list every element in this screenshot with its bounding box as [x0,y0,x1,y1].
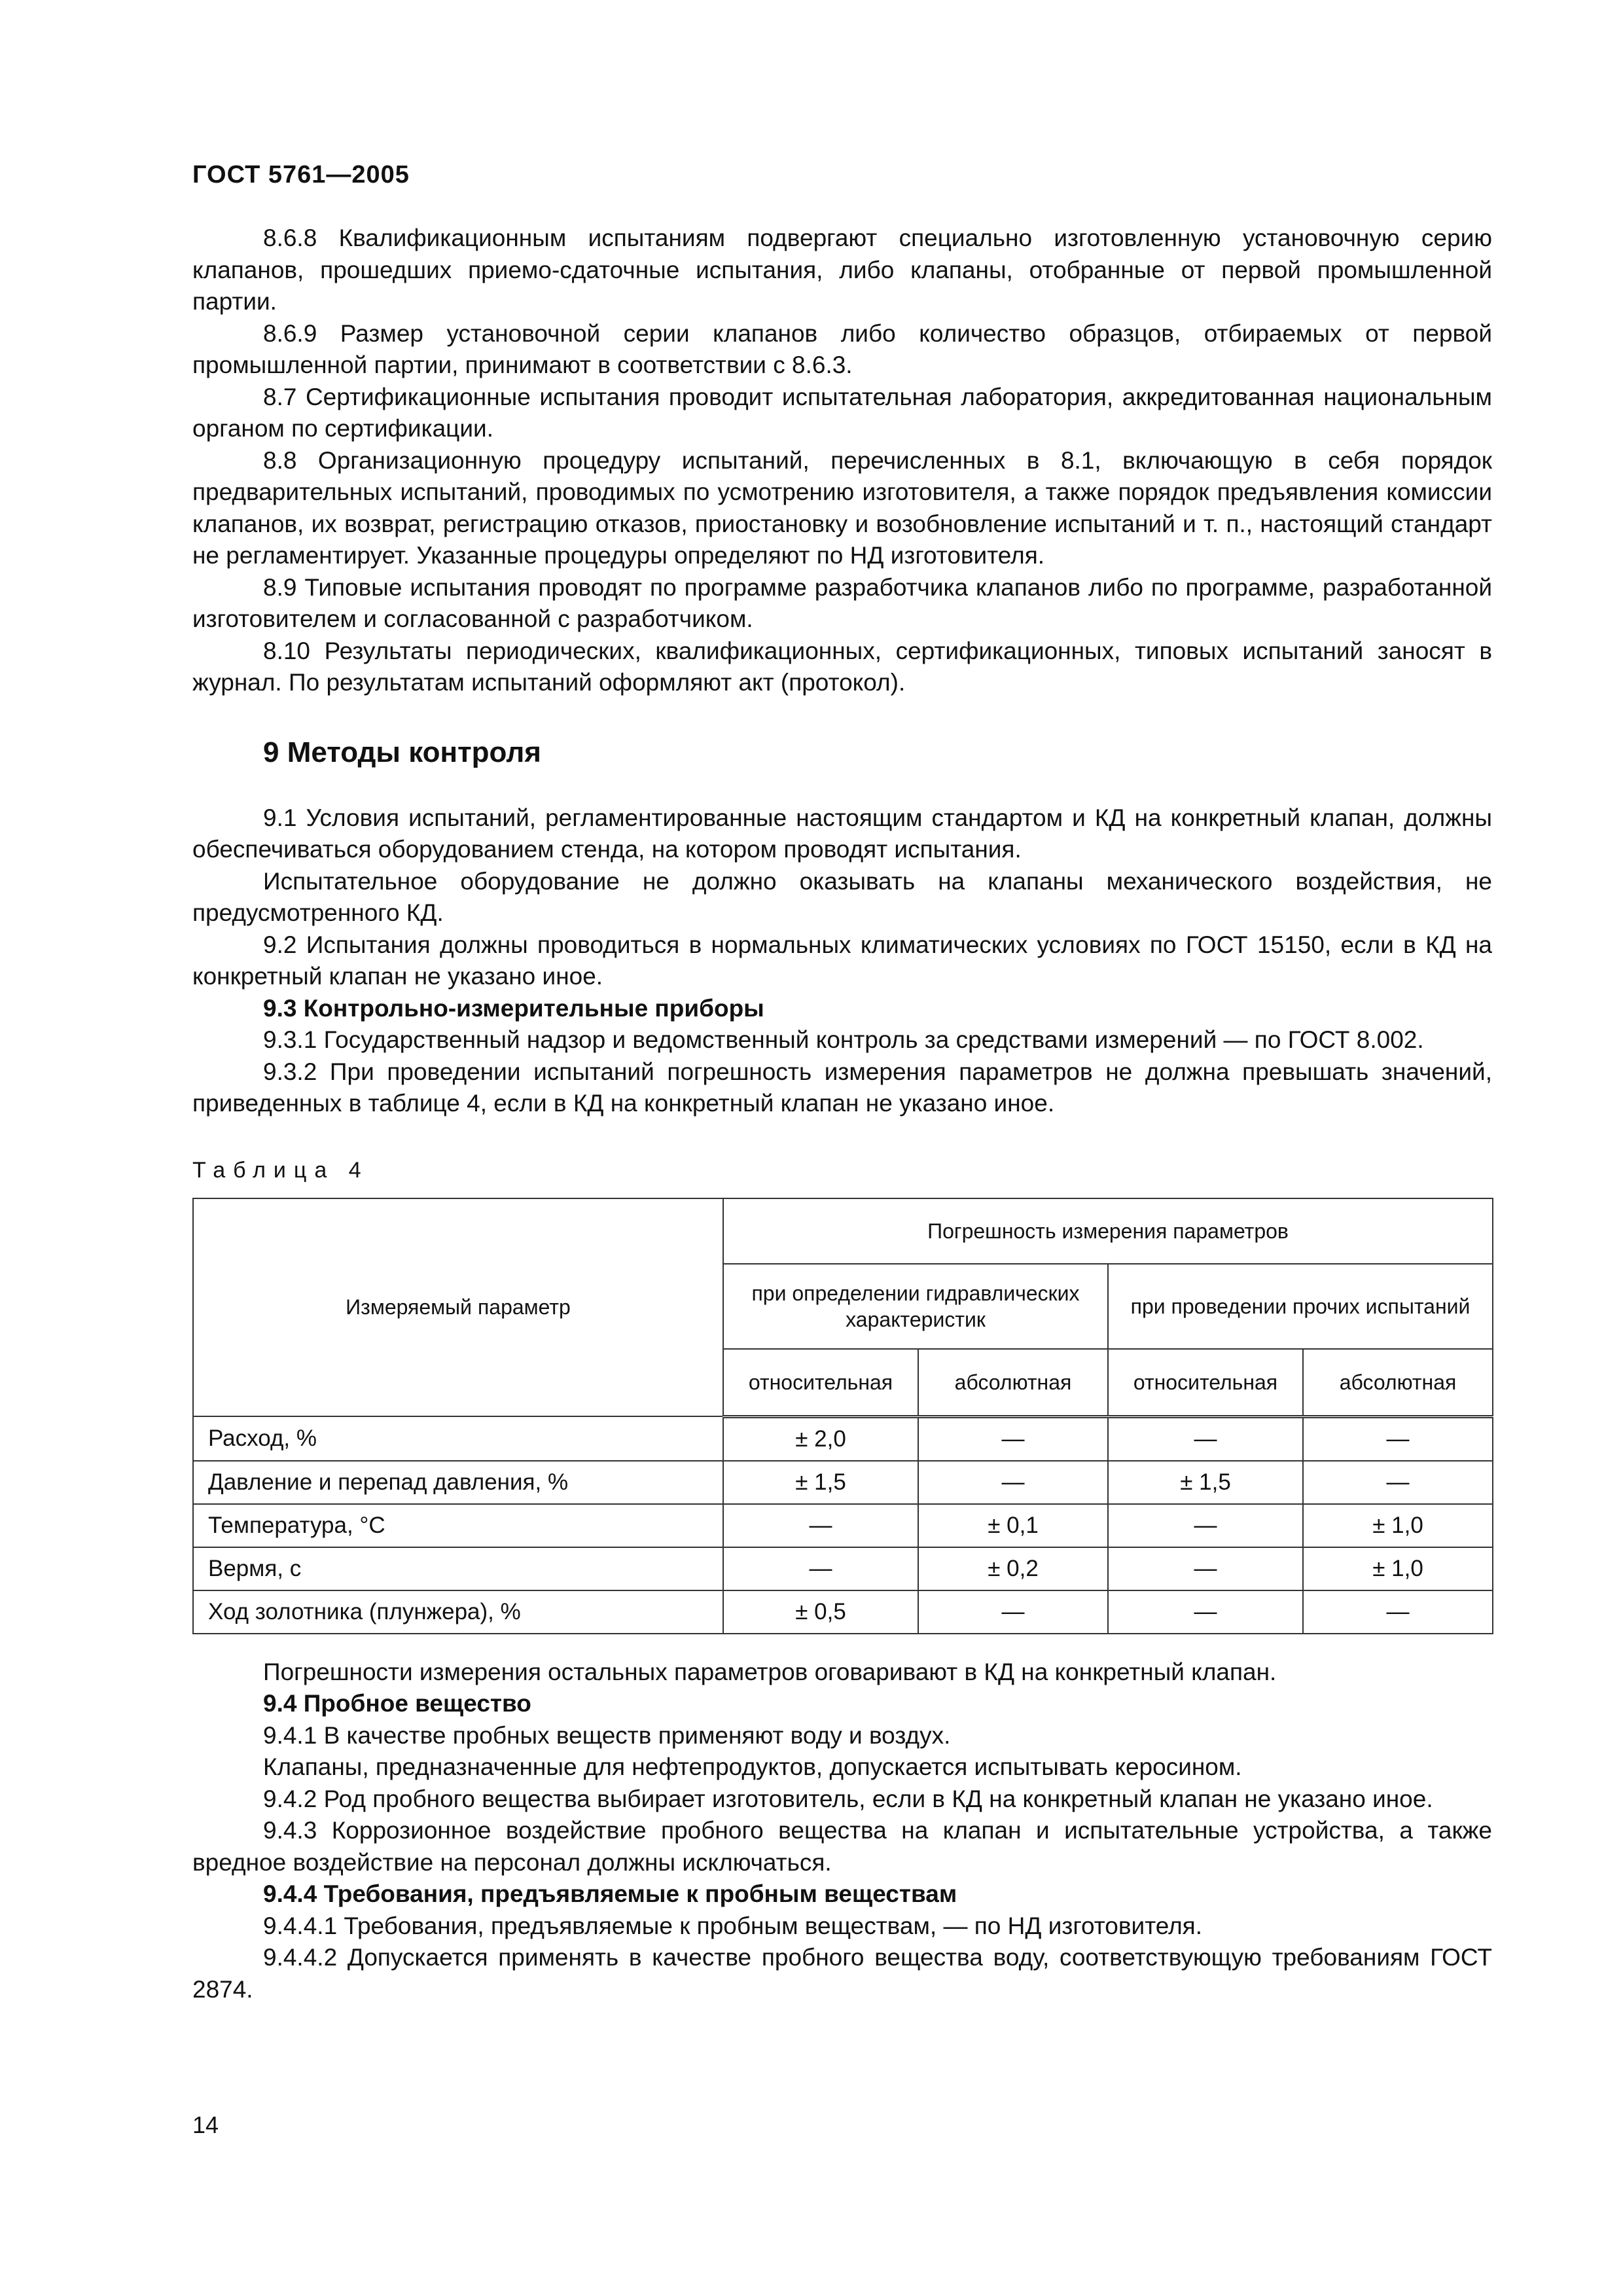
value-cell: ± 1,0 [1303,1547,1493,1590]
value-cell: ± 0,1 [918,1504,1108,1547]
paragraph-8-7: 8.7 Сертификационные испытания проводит испытательная лаборатория, аккредитованная национальным органом по сертификации. [192,383,1492,442]
paragraph-9-4-3: 9.4.3 Коррозионное воздействие пробного вещества на клапан и испытательные устройства, а также вредное воздействие на персонал должны исключаться. [192,1817,1492,1876]
table-4 [192,1198,1493,1634]
param-cell: Ход золотника (плунжера), % [193,1590,723,1634]
paragraph-9-4-2: 9.4.2 Род пробного вещества выбирает изготовитель, если в КД на конкретный клапан не указано иное. [263,1785,1433,1812]
param-cell: Вермя, с [193,1547,723,1590]
value-cell: — [723,1504,918,1547]
subheading-9-4-4: 9.4.4 Требования, предъявляемые к пробным веществам [263,1880,957,1907]
header-absolute: абсолютная [918,1349,1108,1417]
value-cell: — [1303,1590,1493,1634]
value-cell: — [918,1461,1108,1504]
paragraph-other-errors: Погрешности измерения остальных параметров оговаривают в КД на конкретный клапан. [263,1658,1277,1685]
value-cell: — [1108,1504,1303,1547]
header-relative: относительная [1108,1349,1303,1417]
value-cell: — [1108,1416,1303,1461]
value-cell: — [723,1547,918,1590]
paragraph-9-4-1-cont: Клапаны, предназначенные для нефтепродуктов, допускается испытывать керосином. [263,1753,1242,1780]
header-measurement-error: Погрешность измерения параметров [723,1198,1493,1264]
subheading-9-3: 9.3 Контрольно-измерительные приборы [263,994,764,1022]
header-relative: относительная [723,1349,918,1417]
paragraph-8-10: 8.10 Результаты периодических, квалификационных, сертификационных, типовых испытаний заносят в журнал. По результатам испытаний оформляют акт (протокол). [192,637,1492,696]
paragraph-9-1: 9.1 Условия испытаний, регламентированные настоящим стандартом и КД на конкретный клапан, должны обеспечиваться оборудованием стенда, на котором проводят испытания. [192,804,1492,863]
paragraph-8-6-9: 8.6.9 Размер установочной серии клапанов либо количество образцов, отбираемых от первой промышленной партии, принимают в соответствии с 8.6.3. [192,319,1492,378]
paragraph-9-4-4-2: 9.4.4.2 Допускается применять в качестве пробного вещества воду, соответствующую требованиям ГОСТ 2874. [192,1944,1492,2003]
value-cell: ± 1,5 [723,1461,918,1504]
paragraph-9-1-cont: Испытательное оборудование не должно оказывать на клапаны механического воздействия, не предусмотренного КД. [192,867,1492,926]
table-row [193,1416,1493,1461]
paragraph-9-3-2: 9.3.2 При проведении испытаний погрешность измерения параметров не должна превышать значений, приведенных в таблице 4, если в КД на конкретный клапан не указано иное. [192,1058,1492,1117]
section-heading-9: 9 Методы контроля [263,736,541,768]
value-cell: ± 1,0 [1303,1504,1493,1547]
document-code: ГОСТ 5761—2005 [192,161,410,188]
value-cell: ± 0,5 [723,1590,918,1634]
value-cell: — [1108,1547,1303,1590]
value-cell: — [1303,1461,1493,1504]
subheading-9-4: 9.4 Пробное вещество [263,1690,531,1717]
value-cell: ± 2,0 [723,1416,918,1461]
paragraph-9-4-4-1: 9.4.4.1 Требования, предъявляемые к пробным веществам, — по НД изготовителя. [263,1912,1202,1939]
header-other-tests: при проведении прочих испытаний [1108,1264,1493,1349]
value-cell: — [918,1416,1108,1461]
param-cell: Расход, % [193,1416,723,1461]
table-caption: Таблица 4 [192,1157,369,1183]
value-cell: — [918,1590,1108,1634]
paragraph-9-4-1: 9.4.1 В качестве пробных веществ применяют воду и воздух. [263,1721,951,1749]
value-cell: — [1108,1590,1303,1634]
paragraph-9-3-1: 9.3.1 Государственный надзор и ведомственный контроль за средствами измерений — по ГОСТ 8.002. [263,1026,1424,1053]
param-cell: Давление и перепад давления, % [193,1461,723,1504]
header-absolute: абсолютная [1303,1349,1493,1417]
paragraph-8-6-8: 8.6.8 Квалификационным испытаниям подвергают специально изготовленную установочную серию клапанов, прошедших приемо-сдаточные испытания, либо клапаны, отобранные от первой промышленной партии. [192,224,1492,315]
after-table-text [192,1657,1492,2006]
paragraph-8-9: 8.9 Типовые испытания проводят по программе разработчика клапанов либо по программе, разработанной изготовителем и согласованной с разработчиком. [192,573,1492,632]
page-number: 14 [192,2111,219,2138]
header-hydraulic-characteristics: при определении гидравлических характеристик [723,1264,1108,1349]
value-cell: — [1303,1416,1493,1461]
table-row [193,1461,1493,1504]
paragraph-9-2: 9.2 Испытания должны проводиться в нормальных климатических условиях по ГОСТ 15150, если в КД на конкретный клапан не указано иное. [192,931,1492,990]
paragraph-8-8: 8.8 Организационную процедуру испытаний, перечисленных в 8.1, включающую в себя порядок предварительных испытаний, проводимых по усмотрению изготовителя, а также порядок предъявления комиссии клапанов, их возврат, регистрацию отказов, приостановку и возобновление испытаний и т. п., настоящий стандарт не регламентирует. Указанные процедуры определяют по НД изготовителя. [192,446,1492,569]
page-content [192,223,1492,2005]
value-cell: ± 0,2 [918,1547,1108,1590]
value-cell: ± 1,5 [1108,1461,1303,1504]
table-row [193,1547,1493,1590]
table-row [193,1504,1493,1547]
param-cell: Температура, °С [193,1504,723,1547]
table-row [193,1590,1493,1634]
header-measured-parameter: Измеряемый параметр [193,1198,723,1417]
